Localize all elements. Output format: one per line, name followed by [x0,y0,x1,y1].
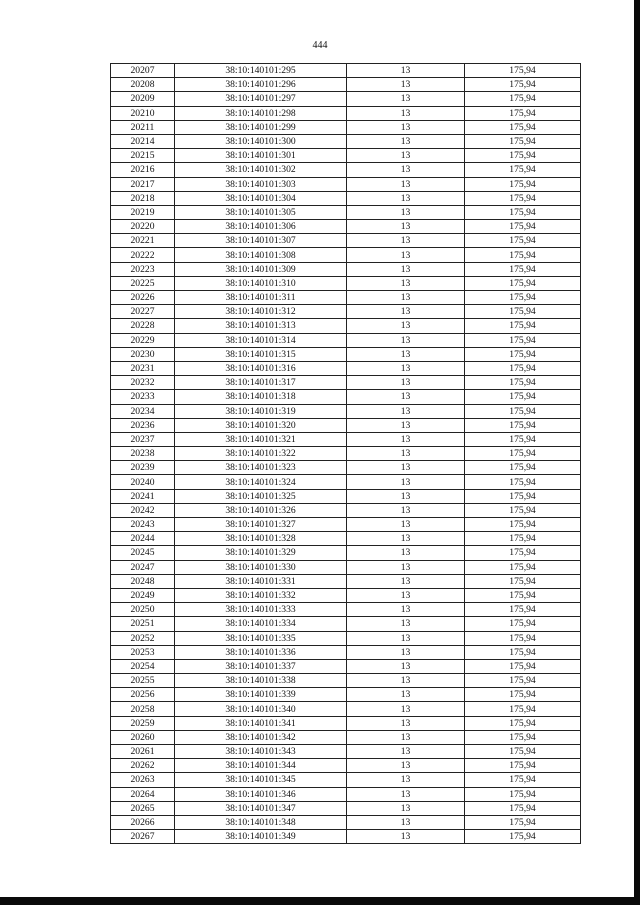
row-number-cell: 20223 [111,262,175,276]
table-row [111,688,581,702]
table-row [111,588,581,602]
row-number-cell: 20264 [111,787,175,801]
table-row [111,149,581,163]
quantity-cell: 13 [347,702,465,716]
cadastral-number-cell: 38:10:140101:301 [175,149,347,163]
quantity-cell: 13 [347,177,465,191]
table-row [111,163,581,177]
cadastral-number-cell: 38:10:140101:335 [175,631,347,645]
quantity-cell: 13 [347,532,465,546]
table-row [111,134,581,148]
value-cell: 175,94 [465,631,581,645]
value-cell: 175,94 [465,688,581,702]
cadastral-number-cell: 38:10:140101:317 [175,376,347,390]
row-number-cell: 20267 [111,830,175,844]
cadastral-number-cell: 38:10:140101:347 [175,801,347,815]
value-cell: 175,94 [465,745,581,759]
value-cell: 175,94 [465,617,581,631]
row-number-cell: 20262 [111,759,175,773]
cadastral-number-cell: 38:10:140101:346 [175,787,347,801]
row-number-cell: 20240 [111,475,175,489]
quantity-cell: 13 [347,305,465,319]
row-number-cell: 20218 [111,191,175,205]
quantity-cell: 13 [347,276,465,290]
value-cell: 175,94 [465,347,581,361]
quantity-cell: 13 [347,759,465,773]
row-number-cell: 20252 [111,631,175,645]
cadastral-number-cell: 38:10:140101:320 [175,418,347,432]
cadastral-number-cell: 38:10:140101:305 [175,205,347,219]
quantity-cell: 13 [347,603,465,617]
row-number-cell: 20260 [111,730,175,744]
quantity-cell: 13 [347,489,465,503]
cadastral-number-cell: 38:10:140101:298 [175,106,347,120]
value-cell: 175,94 [465,447,581,461]
quantity-cell: 13 [347,149,465,163]
cadastral-number-cell: 38:10:140101:315 [175,347,347,361]
quantity-cell: 13 [347,745,465,759]
row-number-cell: 20258 [111,702,175,716]
value-cell: 175,94 [465,177,581,191]
quantity-cell: 13 [347,163,465,177]
table-row [111,546,581,560]
row-number-cell: 20214 [111,134,175,148]
table-row [111,631,581,645]
table-row [111,177,581,191]
quantity-cell: 13 [347,773,465,787]
row-number-cell: 20229 [111,333,175,347]
row-number-cell: 20239 [111,461,175,475]
cadastral-number-cell: 38:10:140101:302 [175,163,347,177]
value-cell: 175,94 [465,574,581,588]
quantity-cell: 13 [347,376,465,390]
quantity-cell: 13 [347,560,465,574]
cadastral-number-cell: 38:10:140101:330 [175,560,347,574]
row-number-cell: 20261 [111,745,175,759]
table-row [111,333,581,347]
table-row [111,787,581,801]
value-cell: 175,94 [465,801,581,815]
cadastral-number-cell: 38:10:140101:321 [175,432,347,446]
quantity-cell: 13 [347,92,465,106]
quantity-cell: 13 [347,787,465,801]
quantity-cell: 13 [347,475,465,489]
table-row [111,220,581,234]
value-cell: 175,94 [465,163,581,177]
quantity-cell: 13 [347,588,465,602]
quantity-cell: 13 [347,801,465,815]
row-number-cell: 20226 [111,291,175,305]
table-row [111,191,581,205]
row-number-cell: 20250 [111,603,175,617]
value-cell: 175,94 [465,248,581,262]
quantity-cell: 13 [347,205,465,219]
table-row [111,489,581,503]
quantity-cell: 13 [347,234,465,248]
table-body [111,64,581,844]
quantity-cell: 13 [347,830,465,844]
value-cell: 175,94 [465,787,581,801]
row-number-cell: 20241 [111,489,175,503]
table-row [111,319,581,333]
table-row [111,702,581,716]
quantity-cell: 13 [347,64,465,78]
cadastral-number-cell: 38:10:140101:313 [175,319,347,333]
value-cell: 175,94 [465,674,581,688]
value-cell: 175,94 [465,716,581,730]
table-row [111,574,581,588]
row-number-cell: 20234 [111,404,175,418]
quantity-cell: 13 [347,631,465,645]
cadastral-number-cell: 38:10:140101:299 [175,120,347,134]
table-row [111,801,581,815]
row-number-cell: 20237 [111,432,175,446]
table-row [111,347,581,361]
cadastral-number-cell: 38:10:140101:333 [175,603,347,617]
row-number-cell: 20247 [111,560,175,574]
row-number-cell: 20266 [111,815,175,829]
table-row [111,291,581,305]
table-row [111,716,581,730]
value-cell: 175,94 [465,546,581,560]
table-row [111,830,581,844]
table-row [111,645,581,659]
table-row [111,432,581,446]
cadastral-number-cell: 38:10:140101:349 [175,830,347,844]
row-number-cell: 20208 [111,78,175,92]
value-cell: 175,94 [465,560,581,574]
row-number-cell: 20225 [111,276,175,290]
cadastral-number-cell: 38:10:140101:326 [175,503,347,517]
table-row [111,78,581,92]
table-row [111,532,581,546]
quantity-cell: 13 [347,404,465,418]
cadastral-number-cell: 38:10:140101:307 [175,234,347,248]
value-cell: 175,94 [465,106,581,120]
row-number-cell: 20249 [111,588,175,602]
table-row [111,361,581,375]
table-row [111,404,581,418]
value-cell: 175,94 [465,191,581,205]
quantity-cell: 13 [347,688,465,702]
quantity-cell: 13 [347,518,465,532]
table-row [111,759,581,773]
cadastral-number-cell: 38:10:140101:325 [175,489,347,503]
quantity-cell: 13 [347,432,465,446]
cadastral-number-cell: 38:10:140101:328 [175,532,347,546]
cadastral-number-cell: 38:10:140101:319 [175,404,347,418]
cadastral-number-cell: 38:10:140101:295 [175,64,347,78]
value-cell: 175,94 [465,645,581,659]
scan-edge-right [634,0,640,905]
value-cell: 175,94 [465,262,581,276]
value-cell: 175,94 [465,815,581,829]
row-number-cell: 20216 [111,163,175,177]
page-number: 444 [312,40,328,51]
value-cell: 175,94 [465,234,581,248]
cadastral-number-cell: 38:10:140101:338 [175,674,347,688]
table-row [111,518,581,532]
row-number-cell: 20255 [111,674,175,688]
table-row [111,418,581,432]
quantity-cell: 13 [347,390,465,404]
row-number-cell: 20259 [111,716,175,730]
quantity-cell: 13 [347,262,465,276]
table-row [111,475,581,489]
row-number-cell: 20209 [111,92,175,106]
cadastral-number-cell: 38:10:140101:316 [175,361,347,375]
table-row [111,560,581,574]
value-cell: 175,94 [465,390,581,404]
cadastral-number-cell: 38:10:140101:340 [175,702,347,716]
quantity-cell: 13 [347,319,465,333]
table-row [111,106,581,120]
row-number-cell: 20230 [111,347,175,361]
cadastral-number-cell: 38:10:140101:337 [175,659,347,673]
cadastral-number-cell: 38:10:140101:348 [175,815,347,829]
quantity-cell: 13 [347,447,465,461]
row-number-cell: 20238 [111,447,175,461]
value-cell: 175,94 [465,461,581,475]
value-cell: 175,94 [465,759,581,773]
table-row [111,64,581,78]
quantity-cell: 13 [347,461,465,475]
value-cell: 175,94 [465,92,581,106]
cadastral-number-cell: 38:10:140101:343 [175,745,347,759]
value-cell: 175,94 [465,588,581,602]
row-number-cell: 20233 [111,390,175,404]
value-cell: 175,94 [465,603,581,617]
row-number-cell: 20221 [111,234,175,248]
cadastral-number-cell: 38:10:140101:332 [175,588,347,602]
row-number-cell: 20265 [111,801,175,815]
quantity-cell: 13 [347,674,465,688]
cadastral-number-cell: 38:10:140101:344 [175,759,347,773]
table-row [111,92,581,106]
row-number-cell: 20248 [111,574,175,588]
cadastral-number-cell: 38:10:140101:324 [175,475,347,489]
table-row [111,276,581,290]
table-row [111,461,581,475]
quantity-cell: 13 [347,617,465,631]
row-number-cell: 20219 [111,205,175,219]
value-cell: 175,94 [465,376,581,390]
table-row [111,503,581,517]
quantity-cell: 13 [347,191,465,205]
value-cell: 175,94 [465,120,581,134]
cadastral-number-cell: 38:10:140101:318 [175,390,347,404]
table-row [111,120,581,134]
table-row [111,773,581,787]
table-row [111,447,581,461]
cadastral-number-cell: 38:10:140101:309 [175,262,347,276]
row-number-cell: 20256 [111,688,175,702]
cadastral-number-cell: 38:10:140101:314 [175,333,347,347]
table-row [111,815,581,829]
cadastral-number-cell: 38:10:140101:322 [175,447,347,461]
cadastral-number-cell: 38:10:140101:341 [175,716,347,730]
table-row [111,659,581,673]
cadastral-number-cell: 38:10:140101:310 [175,276,347,290]
value-cell: 175,94 [465,205,581,219]
row-number-cell: 20215 [111,149,175,163]
cadastral-number-cell: 38:10:140101:304 [175,191,347,205]
cadastral-number-cell: 38:10:140101:303 [175,177,347,191]
cadastral-number-cell: 38:10:140101:329 [175,546,347,560]
table-row [111,262,581,276]
cadastral-number-cell: 38:10:140101:296 [175,78,347,92]
table-row [111,745,581,759]
row-number-cell: 20251 [111,617,175,631]
value-cell: 175,94 [465,134,581,148]
value-cell: 175,94 [465,276,581,290]
cadastral-number-cell: 38:10:140101:334 [175,617,347,631]
row-number-cell: 20210 [111,106,175,120]
quantity-cell: 13 [347,645,465,659]
table-row [111,617,581,631]
value-cell: 175,94 [465,489,581,503]
cadastral-number-cell: 38:10:140101:331 [175,574,347,588]
value-cell: 175,94 [465,503,581,517]
cadastral-number-cell: 38:10:140101:342 [175,730,347,744]
quantity-cell: 13 [347,220,465,234]
table-row [111,205,581,219]
quantity-cell: 13 [347,574,465,588]
value-cell: 175,94 [465,830,581,844]
value-cell: 175,94 [465,702,581,716]
table-row [111,305,581,319]
row-number-cell: 20227 [111,305,175,319]
quantity-cell: 13 [347,418,465,432]
table-row [111,603,581,617]
value-cell: 175,94 [465,432,581,446]
table-row [111,376,581,390]
value-cell: 175,94 [465,404,581,418]
value-cell: 175,94 [465,305,581,319]
value-cell: 175,94 [465,78,581,92]
quantity-cell: 13 [347,347,465,361]
quantity-cell: 13 [347,716,465,730]
value-cell: 175,94 [465,319,581,333]
row-number-cell: 20211 [111,120,175,134]
value-cell: 175,94 [465,361,581,375]
quantity-cell: 13 [347,815,465,829]
value-cell: 175,94 [465,418,581,432]
value-cell: 175,94 [465,532,581,546]
row-number-cell: 20217 [111,177,175,191]
value-cell: 175,94 [465,730,581,744]
row-number-cell: 20242 [111,503,175,517]
row-number-cell: 20244 [111,532,175,546]
row-number-cell: 20207 [111,64,175,78]
table-row [111,390,581,404]
quantity-cell: 13 [347,546,465,560]
cadastral-number-cell: 38:10:140101:336 [175,645,347,659]
value-cell: 175,94 [465,518,581,532]
cadastral-number-cell: 38:10:140101:312 [175,305,347,319]
cadastral-number-cell: 38:10:140101:339 [175,688,347,702]
value-cell: 175,94 [465,149,581,163]
row-number-cell: 20232 [111,376,175,390]
value-cell: 175,94 [465,64,581,78]
quantity-cell: 13 [347,78,465,92]
table-row [111,730,581,744]
cadastral-number-cell: 38:10:140101:308 [175,248,347,262]
cadastral-number-cell: 38:10:140101:327 [175,518,347,532]
cadastral-number-cell: 38:10:140101:297 [175,92,347,106]
cadastral-number-cell: 38:10:140101:323 [175,461,347,475]
scan-edge-bottom [0,897,640,905]
row-number-cell: 20222 [111,248,175,262]
cadastral-table [110,63,581,844]
value-cell: 175,94 [465,659,581,673]
row-number-cell: 20263 [111,773,175,787]
cadastral-number-cell: 38:10:140101:306 [175,220,347,234]
cadastral-number-cell: 38:10:140101:300 [175,134,347,148]
quantity-cell: 13 [347,248,465,262]
table-row [111,674,581,688]
quantity-cell: 13 [347,106,465,120]
cadastral-number-cell: 38:10:140101:345 [175,773,347,787]
value-cell: 175,94 [465,291,581,305]
quantity-cell: 13 [347,291,465,305]
row-number-cell: 20231 [111,361,175,375]
row-number-cell: 20245 [111,546,175,560]
row-number-cell: 20253 [111,645,175,659]
quantity-cell: 13 [347,730,465,744]
quantity-cell: 13 [347,134,465,148]
value-cell: 175,94 [465,773,581,787]
row-number-cell: 20220 [111,220,175,234]
quantity-cell: 13 [347,503,465,517]
value-cell: 175,94 [465,220,581,234]
quantity-cell: 13 [347,659,465,673]
cadastral-number-cell: 38:10:140101:311 [175,291,347,305]
quantity-cell: 13 [347,333,465,347]
row-number-cell: 20228 [111,319,175,333]
row-number-cell: 20236 [111,418,175,432]
value-cell: 175,94 [465,333,581,347]
row-number-cell: 20254 [111,659,175,673]
value-cell: 175,94 [465,475,581,489]
table-row [111,248,581,262]
row-number-cell: 20243 [111,518,175,532]
quantity-cell: 13 [347,361,465,375]
table-row [111,234,581,248]
quantity-cell: 13 [347,120,465,134]
